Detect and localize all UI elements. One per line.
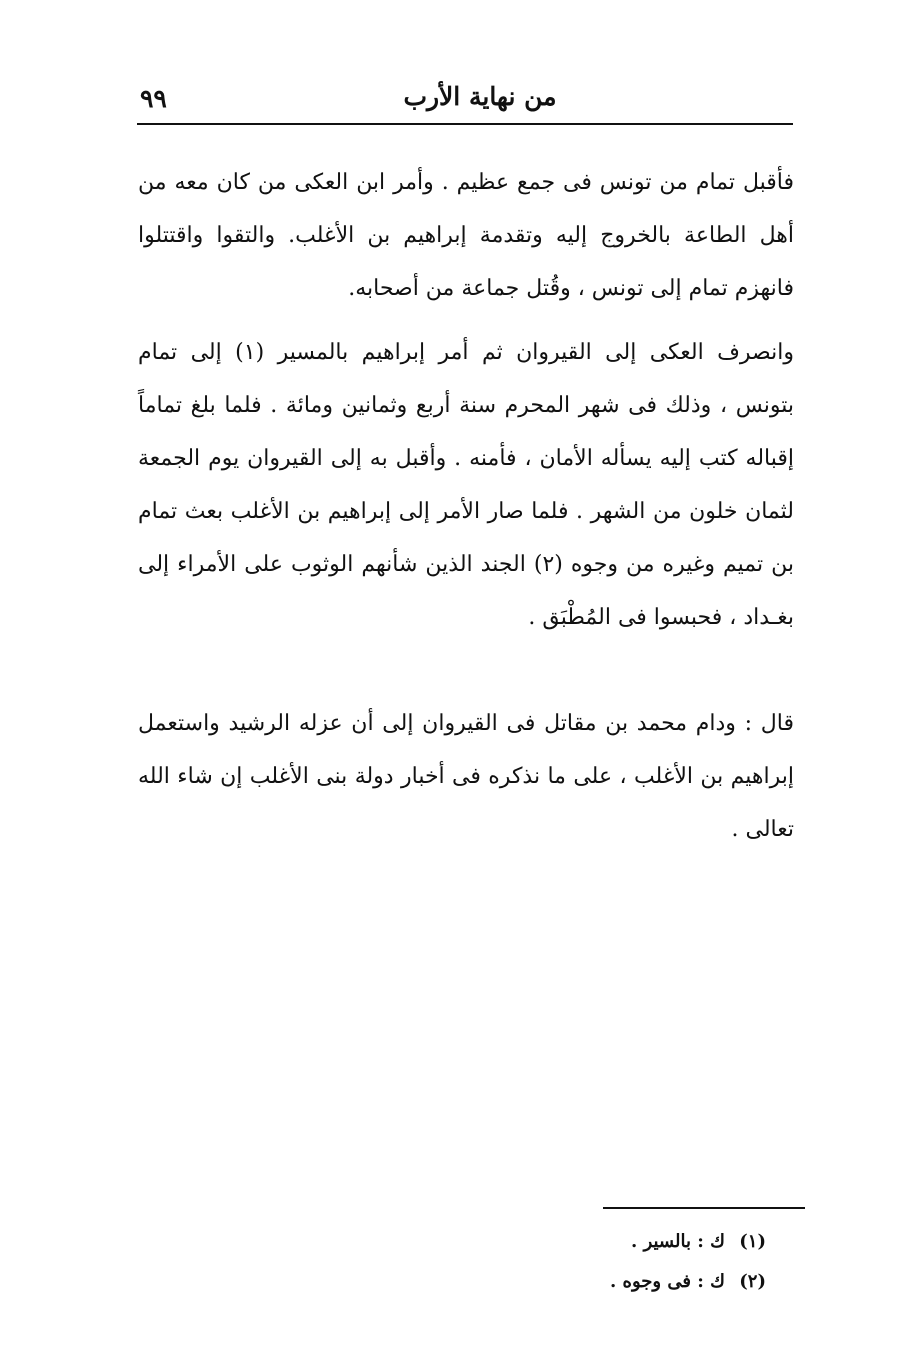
footnote-2	[560, 1262, 766, 1302]
footnotes	[560, 1222, 766, 1302]
paragraph-1	[138, 156, 794, 315]
header-rule	[137, 123, 793, 125]
footnote-1	[560, 1222, 766, 1262]
paragraph-text: فأقبل تمام من تونس فى جمع عظيم . وأمر ابن العكى من كان معه من أهل الطاعة بالخروج إليه وتقدمة إبراهيم بن الأغلب. والتقوا واقتتلوا فانهزم تمام إلى تونس ، وقُتل جماعة من أصحابه.	[138, 170, 794, 301]
running-title: من نهاية الأرب	[403, 82, 557, 111]
paragraph-2	[138, 326, 794, 644]
footnote-text: ك : بالسير .	[631, 1231, 725, 1252]
footnote-rule	[603, 1207, 805, 1209]
paragraph-text: وانصرف العكى إلى القيروان ثم أمر إبراهيم بالمسير (١) إلى تمام بتونس ، وذلك فى شهر المحرم سنة أربع وثمانين ومائة . فلما بلغ تماماً إقباله كتب إليه يسأله الأمان ، فأمنه . وأقبل به إلى القيروان يوم الجمعة لثمان خلون من الشهر . فلما صار الأمر إلى إبراهيم بن الأغلب بعث تمام بن تميم وغيره من وجوه (٢) الجند الذين شأنهم الوثوب على الأمراء إلى بغـداد ، فحبسوا فى المُطْبَق .	[138, 340, 794, 630]
footnote-text: ك : فى وجوه .	[610, 1271, 725, 1292]
page-number: ٩٩	[140, 84, 167, 113]
paragraph-text: قال : ودام محمد بن مقاتل فى القيروان إلى أن عزله الرشيد واستعمل إبراهيم بن الأغلب ، على ما نذكره فى أخبار دولة بنى الأغلب إن شاء الله تعالى .	[138, 711, 794, 842]
footnote-number: (١)	[739, 1231, 766, 1252]
paragraph-3	[138, 697, 794, 856]
footnote-number: (٢)	[739, 1271, 766, 1292]
